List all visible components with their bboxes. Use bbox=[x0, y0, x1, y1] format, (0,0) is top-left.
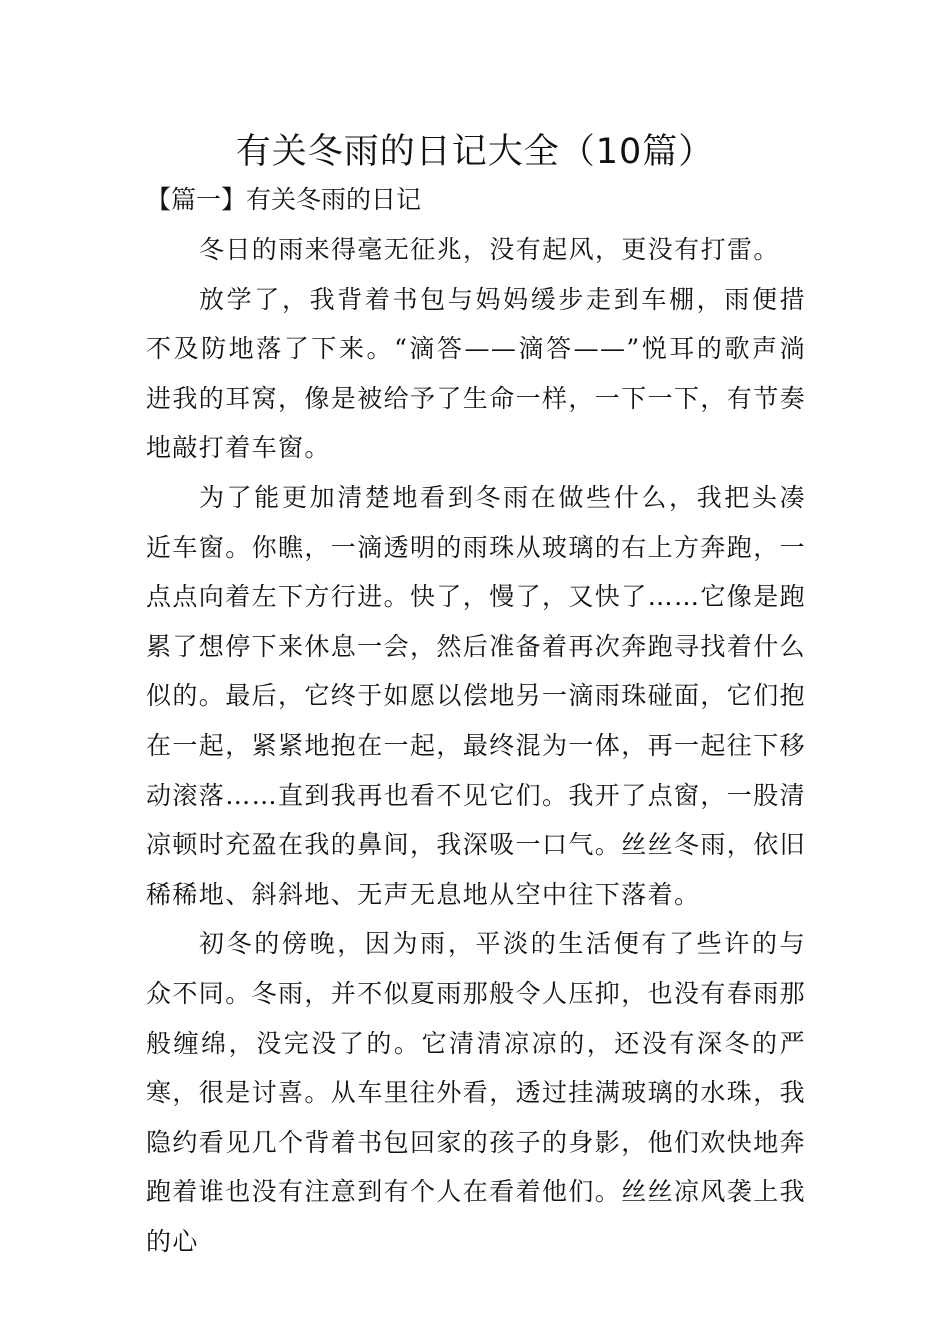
paragraph: 初冬的傍晚，因为雨，平淡的生活便有了些许的与众不同。冬雨，并不似夏雨那般令人压抑，也没有春雨那般缠绵，没完没了的。它清清凉凉的，还没有深冬的严寒，很是讨喜。从车里往外看，透过挂满玻璃的水珠，我隐约看见几个背着书包回家的孩子的身影，他们欢快地奔跑着谁也没有注意到有个人在看着他们。丝丝凉风袭上我的心 bbox=[146, 929, 807, 1256]
paragraph: 放学了，我背着书包与妈妈缓步走到车棚，雨便措不及防地落了下来。“滴答——滴答——”悦耳的歌声淌进我的耳窝，像是被给予了生命一样，一下一下，有节奏地敲打着车窗。 bbox=[146, 284, 807, 463]
section-heading: 【篇一】有关冬雨的日记 bbox=[146, 185, 422, 214]
document-title: 有关冬雨的日记大全（10篇） bbox=[235, 132, 715, 172]
paragraph: 冬日的雨来得毫无征兆，没有起风，更没有打雷。 bbox=[199, 235, 780, 264]
document-body bbox=[146, 225, 806, 1266]
paragraph: 为了能更加清楚地看到冬雨在做些什么，我把头凑近车窗。你瞧，一滴透明的雨珠从玻璃的右上方奔跑，一点点向着左下方行进。快了，慢了，又快了……它像是跑累了想停下来休息一会，然后准备着再次奔跑寻找着什么似的。最后，它终于如愿以偿地另一滴雨珠碰面，它们抱在一起，紧紧地抱在一起，最终混为一体，再一起往下移动滚落……直到我再也看不见它们。我开了点窗，一股清凉顿时充盈在我的鼻间，我深吸一口气。丝丝冬雨，依旧稀稀地、斜斜地、无声无息地从空中往下落着。 bbox=[146, 482, 807, 909]
